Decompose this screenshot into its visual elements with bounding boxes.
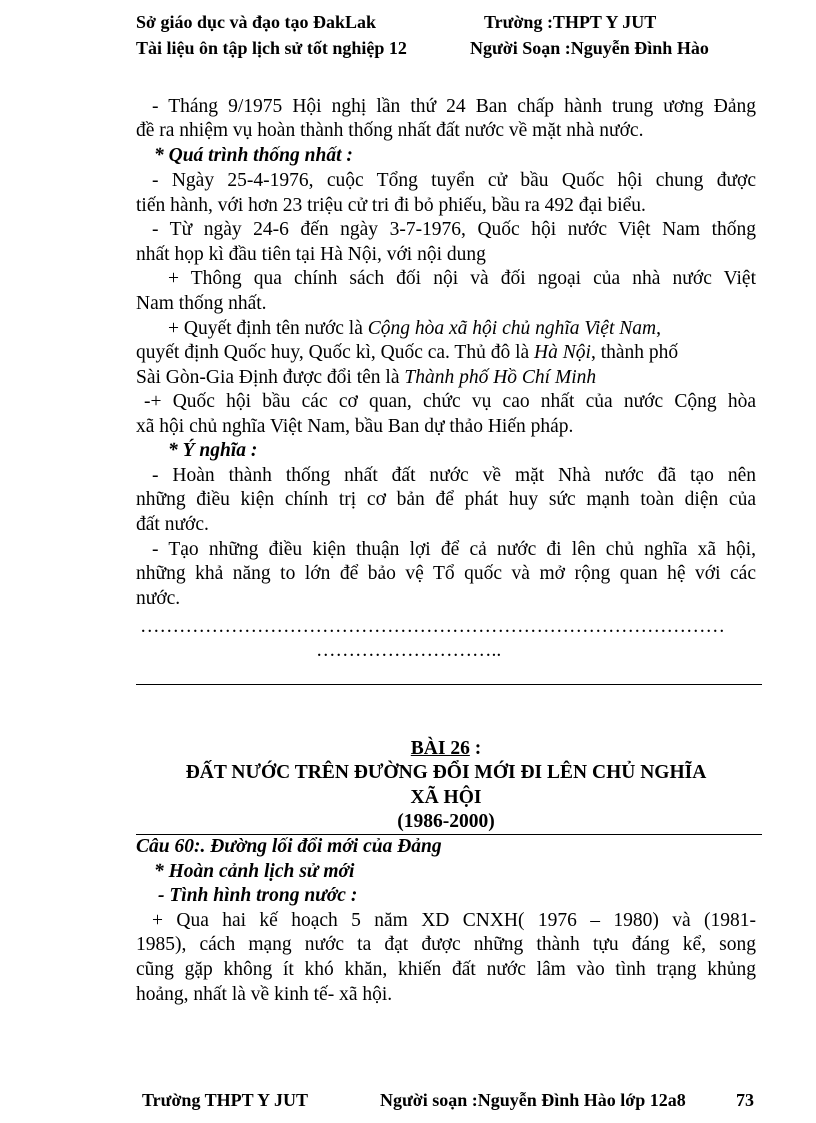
dotted-line: ………………………..	[316, 640, 502, 661]
paragraph-line: 1985), cách mạng nước ta đạt được những thành tựu đáng kể, song	[136, 934, 756, 955]
paragraph-line	[136, 342, 678, 364]
header-right-line1: Trường :THPT Y JUT	[484, 12, 657, 32]
lesson-title-line1: ĐẤT NƯỚC TRÊN ĐƯỜNG ĐỔI MỚI ĐI LÊN CHỦ NGHĨA	[185, 762, 707, 783]
subheading-domestic: - Tình hình trong nước :	[158, 885, 358, 906]
paragraph-line: hoảng, nhất là về kinh tế- xã hội.	[136, 984, 393, 1005]
paragraph-line: -+ Quốc hội bầu các cơ quan, chức vụ cao nhất của nước Cộng hòa	[144, 391, 756, 412]
paragraph-line	[136, 367, 596, 389]
header-left-line2: Tài liệu ôn tập lịch sử tốt nghiệp 12	[136, 38, 407, 58]
city-name: Thành phố Hồ Chí Minh	[404, 367, 597, 388]
paragraph-line: đề ra nhiệm vụ hoàn thành thống nhất đất nước về mặt nhà nước.	[136, 120, 644, 141]
lesson-number-suffix: :	[469, 738, 482, 759]
paragraph-line: - Từ ngày 24-6 đến ngày 3-7-1976, Quốc hội nước Việt Nam thống	[152, 219, 756, 240]
paragraph-line: nhất họp kì đầu tiên tại Hà Nội, với nội dung	[136, 244, 486, 265]
paragraph-line: cũng gặp không ít khó khăn, khiến đất nước lâm vào tình trạng khủng	[136, 959, 756, 980]
text-span: quyết định Quốc huy, Quốc kì, Quốc ca. Thủ đô là	[136, 342, 535, 363]
footer-author: Người soạn :Nguyễn Đình Hào lớp 12a8	[380, 1090, 686, 1110]
footer-school: Trường THPT Y JUT	[142, 1090, 308, 1110]
lesson-title-line2: XÃ HỘI	[410, 787, 482, 808]
capital-name: Hà Nội	[534, 342, 591, 363]
subheading-process: * Quá trình thống nhất :	[154, 145, 353, 166]
paragraph-line: nước.	[136, 588, 181, 609]
question-title: Câu 60:. Đường lối đổi mới của Đảng	[136, 836, 442, 857]
footer-page-number: 73	[736, 1090, 754, 1110]
lesson-number	[136, 738, 756, 760]
paragraph-line: + Qua hai kế hoạch 5 năm XD CNXH( 1976 – 1980) và (1981-	[152, 910, 756, 931]
paragraph-line: xã hội chủ nghĩa Việt Nam, bầu Ban dự thảo Hiến pháp.	[136, 416, 574, 437]
country-name: Cộng hòa xã hội chủ nghĩa Việt Nam	[367, 318, 657, 339]
lesson-years: (1986-2000)	[397, 811, 495, 832]
header-right-line2: Người Soạn :Nguyễn Đình Hào	[470, 38, 709, 58]
paragraph-line: - Ngày 25-4-1976, cuộc Tổng tuyển cử bầu Quốc hội chung được	[152, 170, 756, 191]
title-divider	[136, 834, 762, 835]
lesson-number-text: BÀI 26	[410, 738, 470, 759]
paragraph-line: những khả năng to lớn để bảo vệ Tổ quốc và mở rộng quan hệ với các	[136, 563, 756, 584]
text-span: ,	[656, 318, 661, 339]
paragraph-line: những điều kiện chính trị cơ bản để phát huy sức mạnh toàn diện của	[136, 489, 756, 510]
section-divider	[136, 684, 762, 685]
text-span: Sài Gòn-Gia Định được đổi tên là	[136, 367, 405, 388]
paragraph-line: đất nước.	[136, 514, 209, 535]
paragraph-line	[168, 318, 661, 340]
dotted-line: ………………………………………………………………………………	[140, 616, 725, 637]
paragraph-line: + Thông qua chính sách đối nội và đối ngoại của nhà nước Việt	[168, 268, 756, 289]
paragraph-line: - Hoàn thành thống nhất đất nước về mặt Nhà nước đã tạo nên	[152, 465, 756, 486]
paragraph-line: tiến hành, với hơn 23 triệu cử tri đi bỏ phiếu, bầu ra 492 đại biểu.	[136, 195, 646, 216]
paragraph-line: - Tạo những điều kiện thuận lợi để cả nước đi lên chủ nghĩa xã hội,	[152, 539, 756, 560]
paragraph-line: - Tháng 9/1975 Hội nghị lần thứ 24 Ban chấp hành trung ương Đảng	[152, 96, 756, 117]
text-span: , thành phố	[590, 342, 679, 363]
subheading-meaning: * Ý nghĩa :	[168, 440, 258, 461]
header-left-line1: Sở giáo dục và đạo tạo ĐakLak	[136, 12, 377, 32]
text-span: + Quyết định tên nước là	[168, 318, 368, 339]
subheading-context: * Hoàn cảnh lịch sử mới	[154, 861, 355, 882]
paragraph-line: Nam thống nhất.	[136, 293, 267, 314]
